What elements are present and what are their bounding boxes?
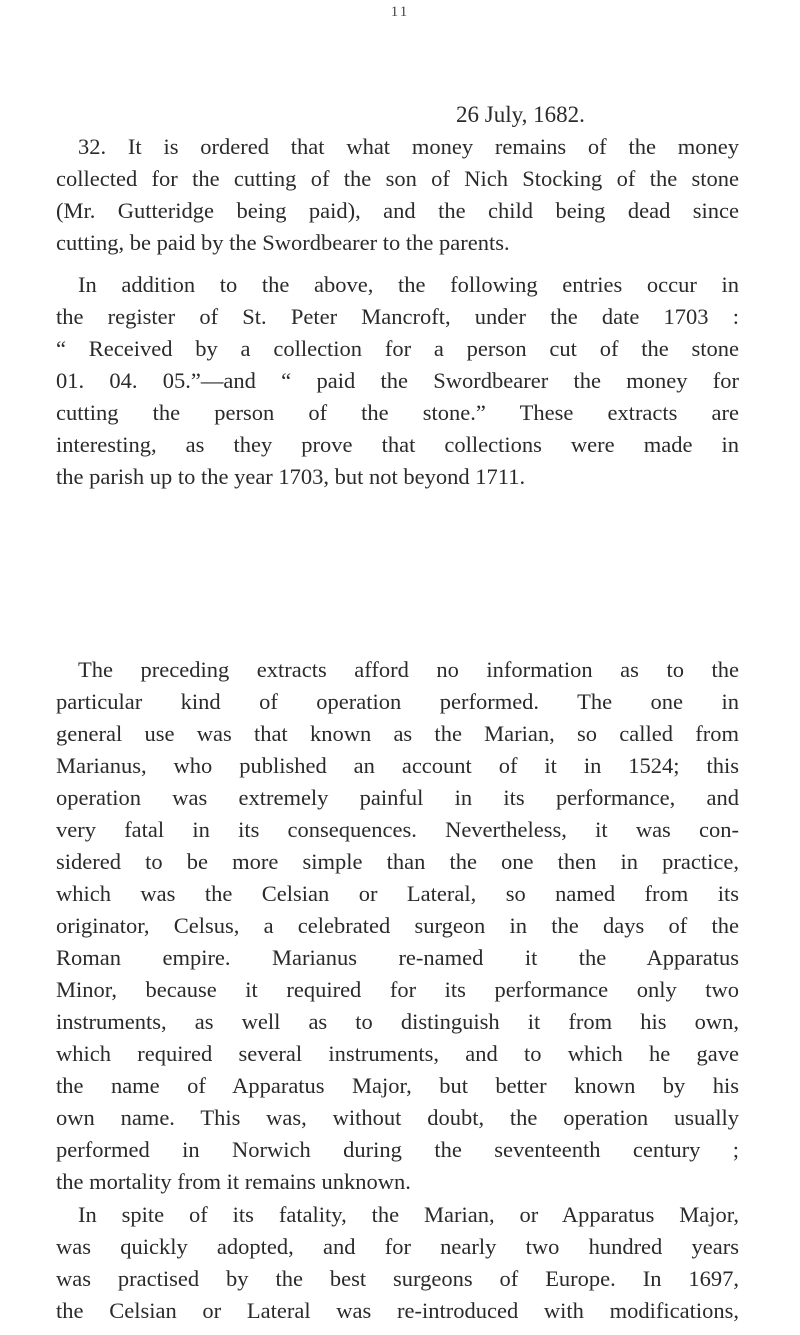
date-heading: 26 July, 1682. <box>456 102 585 127</box>
text-line: In spite of its fatality, the Marian, or Apparatus Major, <box>78 1202 739 1227</box>
text-line: collected for the cutting of the son of Nich Stocking of the stone <box>56 166 739 191</box>
text-line: the Celsian or Lateral was re-introduced with modifications, <box>56 1298 739 1323</box>
text-line: which required several instruments, and to which he gave <box>56 1041 739 1066</box>
text-line: Marianus, who published an account of it in 1524; this <box>56 753 739 778</box>
text-line: general use was that known as the Marian, so called from <box>56 721 739 746</box>
text-line: originator, Celsus, a celebrated surgeon in the days of the <box>56 913 739 938</box>
paragraph <box>56 1199 739 1327</box>
text-line: very fatal in its consequences. Nevertheless, it was con- <box>56 817 739 842</box>
text-line: own name. This was, without doubt, the operation usually <box>56 1105 739 1130</box>
text-line: Roman empire. Marianus re-named it the Apparatus <box>56 945 739 970</box>
text-line: which was the Celsian or Lateral, so named from its <box>56 881 739 906</box>
text-line: the register of St. Peter Mancroft, under the date 1703 : <box>56 304 739 329</box>
text-line: cutting, be paid by the Swordbearer to the parents. <box>56 230 510 255</box>
text-line: The preceding extracts afford no information as to the <box>78 657 739 682</box>
text-line: In addition to the above, the following entries occur in <box>78 272 739 297</box>
text-line: the mortality from it remains unknown. <box>56 1169 411 1194</box>
text-line: particular kind of operation performed. The one in <box>56 689 739 714</box>
text-line: was practised by the best surgeons of Europe. In 1697, <box>56 1266 739 1291</box>
text-line: “ Received by a collection for a person cut of the stone <box>56 336 739 361</box>
text-line: cutting the person of the stone.” These extracts are <box>56 400 739 425</box>
text-line: performed in Norwich during the seventeenth century ; <box>56 1137 739 1162</box>
text-line: Minor, because it required for its performance only two <box>56 977 739 1002</box>
page-number: 11 <box>390 4 410 20</box>
text-line: was quickly adopted, and for nearly two hundred years <box>56 1234 739 1259</box>
text-line: sidered to be more simple than the one then in practice, <box>56 849 739 874</box>
text-line: (Mr. Gutteridge being paid), and the child being dead since <box>56 198 739 223</box>
text-line: interesting, as they prove that collections were made in <box>56 432 739 457</box>
text-line: the parish up to the year 1703, but not beyond 1711. <box>56 464 526 489</box>
text-line: the name of Apparatus Major, but better known by his <box>56 1073 739 1098</box>
text-line: 01. 04. 05.”—and “ paid the Swordbearer the money for <box>56 368 739 393</box>
minute-entry <box>56 131 739 259</box>
text-line: operation was extremely painful in its performance, and <box>56 785 739 810</box>
paragraph <box>56 269 739 493</box>
text-line: instruments, as well as to distinguish it from his own, <box>56 1009 739 1034</box>
paragraph <box>56 654 739 1198</box>
text-line: 32. It is ordered that what money remains of the money <box>78 134 739 159</box>
